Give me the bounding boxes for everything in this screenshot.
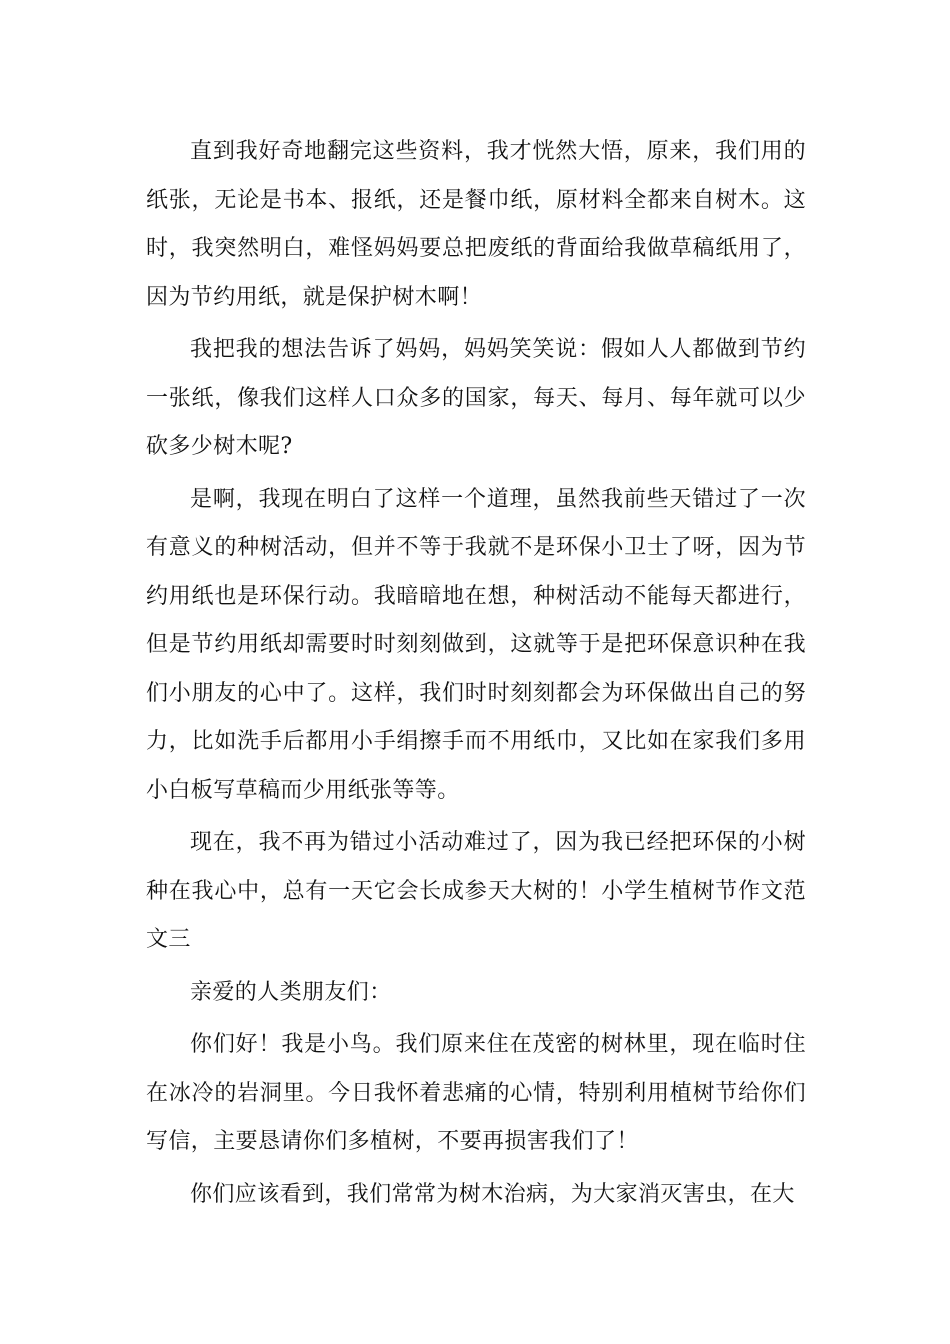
paragraph-2: 我把我的想法告诉了妈妈，妈妈笑笑说：假如人人都做到节约一张纸，像我们这样人口众多的国家，每天、每月、每年就可以少砍多少树木呢? — [146, 337, 806, 459]
paragraph-5: 亲爱的人类朋友们： — [190, 979, 392, 1005]
paragraph-3: 是啊，我现在明白了这样一个道理，虽然我前些天错过了一次有意义的种树活动，但并不等于我就不是环保小卫士了呀，因为节约用纸也是环保行动。我暗暗地在想，种树活动不能每天都进行，但是节约用纸却需要时时刻刻做到，这就等于是把环保意识种在我们小朋友的心中了。这样，我们时时刻刻都会为环保做出自己的努力，比如洗手后都用小手绢擦手而不用纸巾，又比如在家我们多用小白板写草稿而少用纸张等等。 — [146, 486, 806, 803]
paragraph-4: 现在，我不再为错过小活动难过了，因为我已经把环保的小树种在我心中，总有一天它会长成参天大树的！小学生植树节作文范文三 — [146, 830, 806, 952]
paragraph-1: 直到我好奇地翻完这些资料，我才恍然大悟，原来，我们用的纸张，无论是书本、报纸，还是餐巾纸，原材料全都来自树木。这时，我突然明白，难怪妈妈要总把废纸的背面给我做草稿纸用了，因为节约用纸，就是保护树木啊！ — [146, 139, 806, 310]
paragraph-7: 你们应该看到，我们常常为树木治病，为大家消灭害虫，在大 — [190, 1181, 795, 1207]
paragraph-6: 你们好！我是小鸟。我们原来住在茂密的树林里，现在临时住在冰冷的岩洞里。今日我怀着悲痛的心情，特别利用植树节给你们写信，主要恳请你们多植树，不要再损害我们了！ — [146, 1032, 806, 1154]
document-body — [146, 128, 806, 1223]
